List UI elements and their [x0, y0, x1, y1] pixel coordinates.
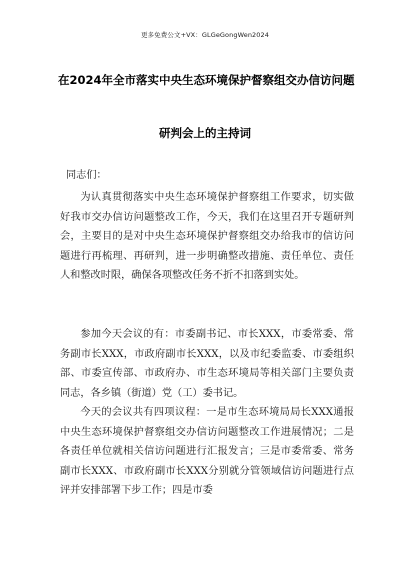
document-title-line-2: 研判会上的主持词 [159, 126, 251, 140]
paragraph-agenda: 今天的会议共有四项议程：一是市生态环境局局长XXX通报中央生态环境保护督察组交办信访问题整改工作进展情况；二是各责任单位就相关信访问题进行汇报发言；三是市委常委、常务副市长XXX、市政府副市长XXX分别就分管领域信访问题进行点评并安排部署下步工作；四是市委 [60, 407, 354, 497]
paragraph-attendees: 参加今天会议的有：市委副书记、市长XXX，市委常委、常务副市长XXX，市政府副市长XXX，以及市纪委监委、市委组织部、市委宣传部、市政府办、市生态环境局等相关部门主要负责同志，各乡镇（街道）党（工）委书记。 [60, 329, 354, 399]
paragraph-purpose: 为认真贯彻落实中央生态环境保护督察组工作要求，切实做好我市交办信访问题整改工作，今天，我们在这里召开专题研判会，主要目的是对中央生态环境保护督察组交办给我市的信访问题进行再梳理、再研判，进一步明确整改措施、责任单位、责任人和整改时限，确保各项整改任务不折不扣落到实处。 [60, 192, 354, 282]
header-note: 更多免费公文+VX：GLGeGongWen2024 [140, 31, 269, 39]
salutation: 同志们： [66, 170, 107, 181]
document-title-line-1: 在2024年全市落实中央生态环境保护督察组交办信访问题 [58, 73, 355, 87]
